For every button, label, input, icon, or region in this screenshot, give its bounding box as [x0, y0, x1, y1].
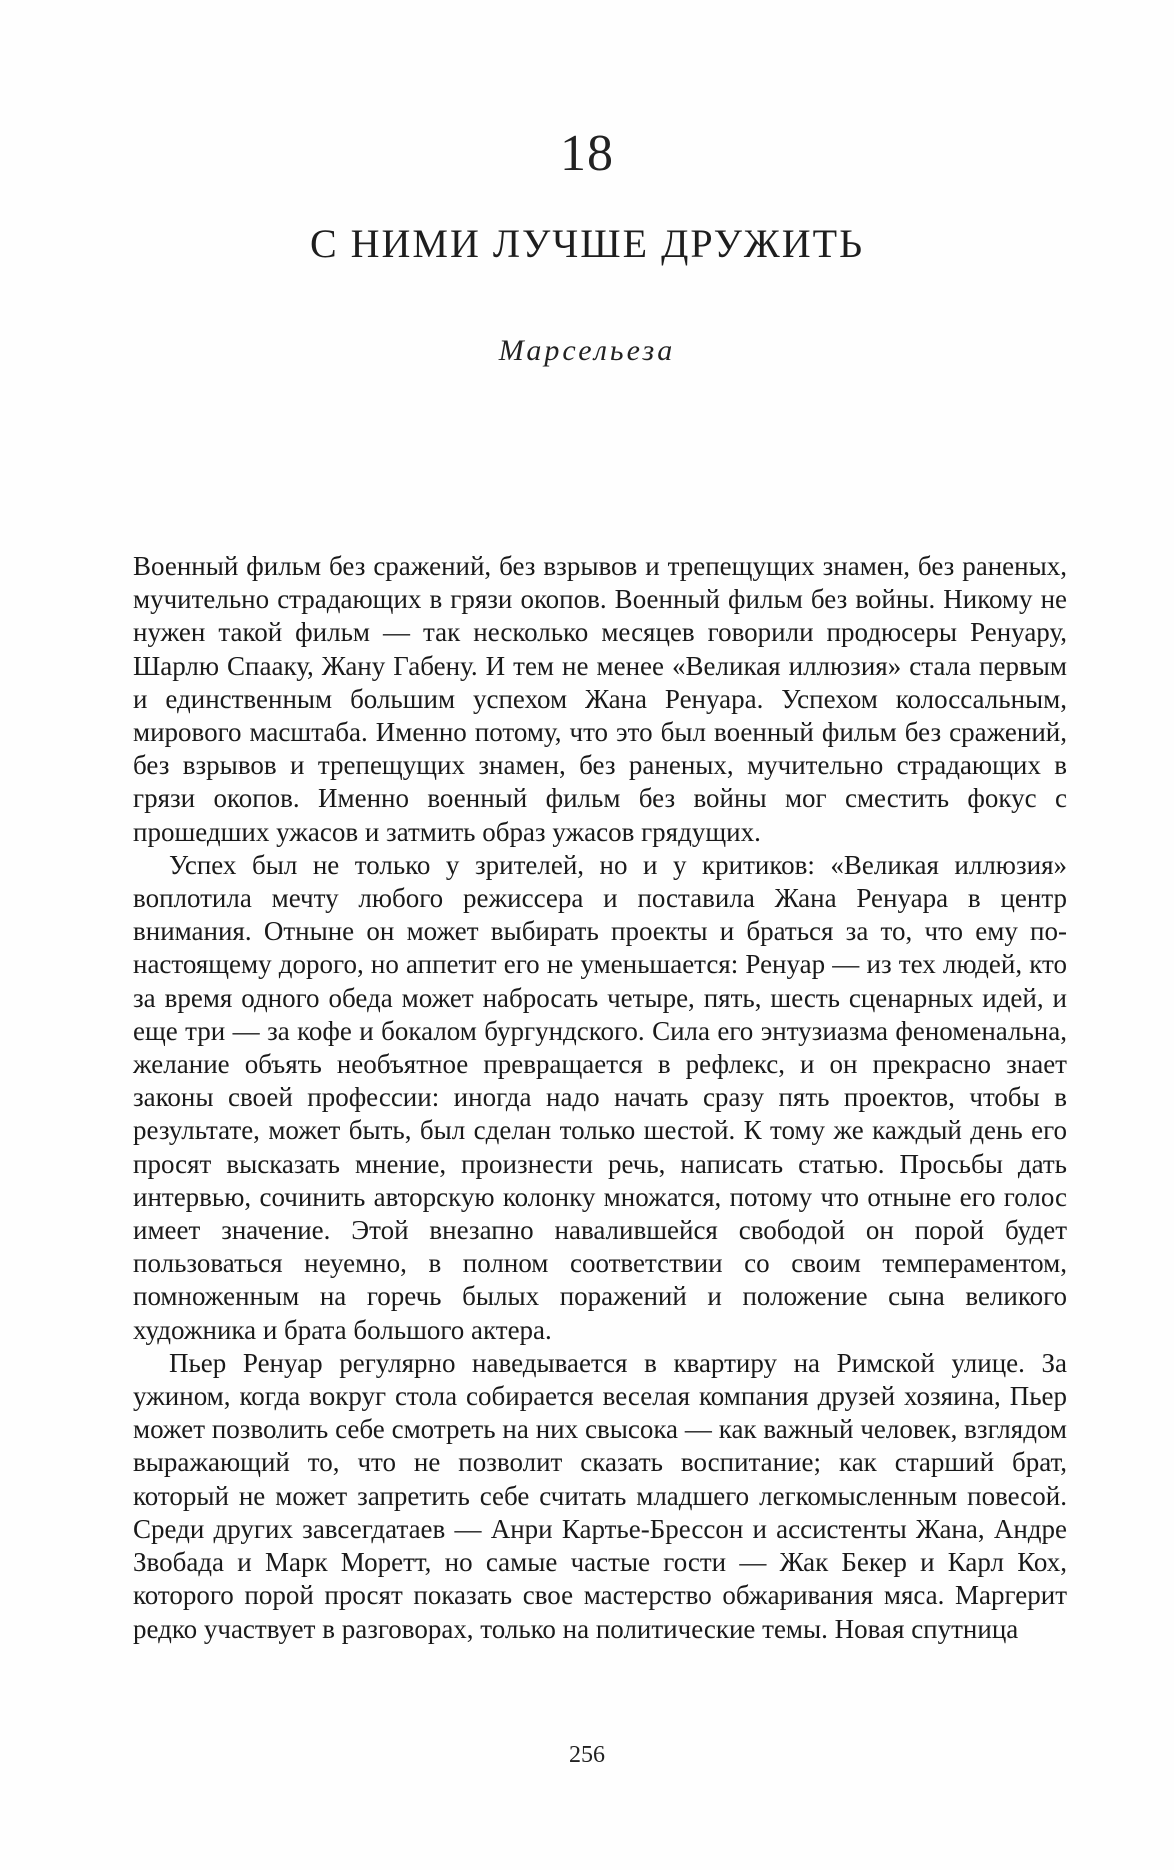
- paragraph: Пьер Ренуар регулярно наведывается в квартиру на Римской улице. За ужином, когда вокруг стола собирается веселая компания друзей хозяина, Пьер может позволить себе смотреть на них свысока — как важный человек, взглядом выражающий то, что не позволит сказать воспитание; как старший брат, который не может запретить себе считать младшего легкомысленным повесой. Среди других завсегдатаев — Анри Картье-Брессон и ассистенты Жана, Андре Звобада и Марк Моретт, но самые частые гости — Жак Бекер и Карл Кох, которого порой просят показать свое мастерство обжаривания мяса. Маргерит редко участвует в разговорах, только на политические темы. Новая спутница: [133, 1347, 1067, 1644]
- page-number: 256: [569, 1742, 605, 1768]
- body-text: [133, 550, 1067, 1646]
- paragraph: Военный фильм без сражений, без взрывов и трепещущих знамен, без раненых, мучительно страдающих в грязи окопов. Военный фильм без войны. Никому не нужен такой фильм — так несколько месяцев говорили продюсеры Ренуару, Шарлю Спааку, Жану Габену. И тем не менее «Великая иллюзия» стала первым и единственным большим успехом Жана Ренуара. Успехом колоссальным, мирового масштаба. Именно потому, что это был военный фильм без сражений, без взрывов и трепещущих знамен, без раненых, мучительно страдающих в грязи окопов. Именно военный фильм без войны мог сместить фокус с прошедших ужасов и затмить образ ужасов грядущих.: [133, 551, 1067, 847]
- chapter-number: 18: [560, 125, 614, 182]
- chapter-title: С НИМИ ЛУЧШЕ ДРУЖИТЬ: [309, 221, 865, 266]
- paragraph: Успех был не только у зрителей, но и у критиков: «Великая иллюзия» воплотила мечту любого режиссера и поставила Жана Ренуара в центр внимания. Отныне он может выбирать проекты и браться за то, что ему по-настоящему дорого, но аппетит его не уменьшается: Ренуар — из тех людей, кто за время одного обеда может набросать четыре, пять, шесть сценарных идей, и еще три — за кофе и бокалом бургундского. Сила его энтузиазма феноменальна, желание объять необъятное превращается в рефлекс, и он прекрасно знает законы своей профессии: иногда надо начать сразу пять проектов, чтобы в результате, может быть, был сделан только шестой. К тому же каждый день его просят высказать мнение, произнести речь, написать статью. Просьбы дать интервью, сочинить авторскую колонку множатся, потому что отныне его голос имеет значение. Этой внезапно навалившейся свободой он порой будет пользоваться неуемно, в полном соответствии со своим темпераментом, помноженным на горечь былых поражений и положение сына великого художника и брата большого актера.: [133, 849, 1067, 1345]
- chapter-epigraph: Марсельеза: [498, 334, 676, 367]
